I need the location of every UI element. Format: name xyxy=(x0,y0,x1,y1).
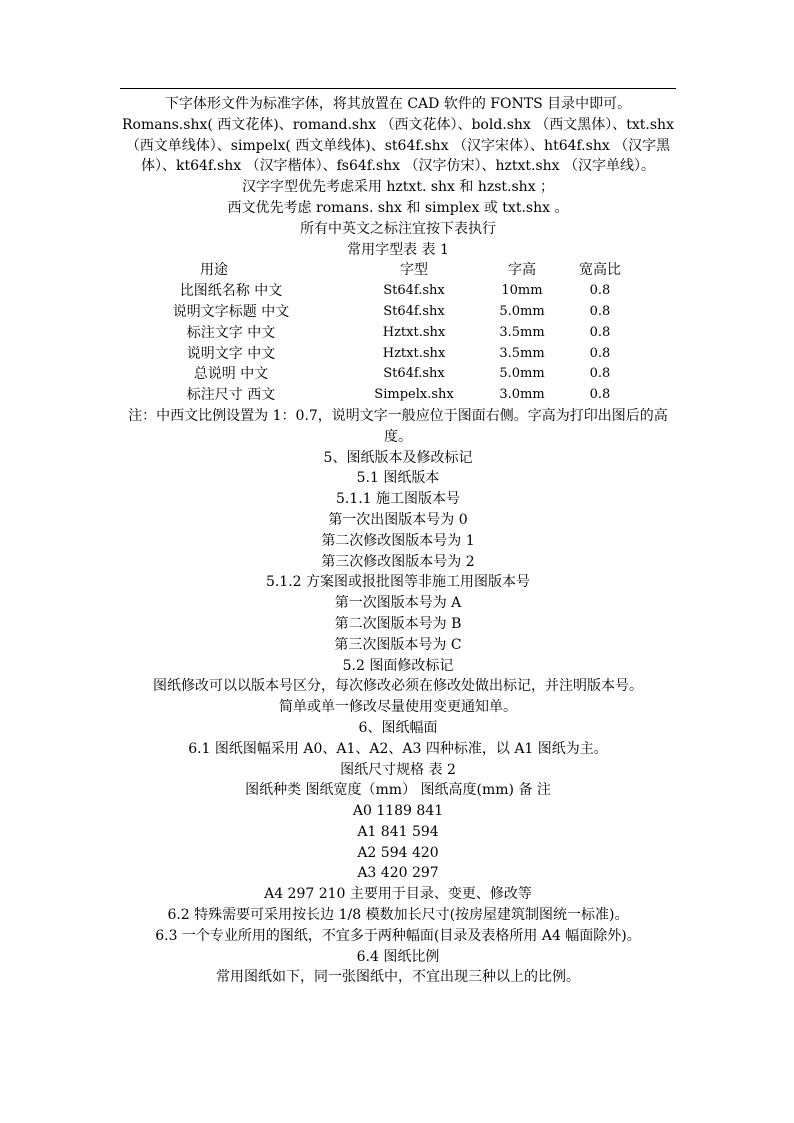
table-header-cell: 宽高比 xyxy=(579,262,621,279)
section-6-4-heading: 6.4 图纸比例 xyxy=(356,948,440,965)
table-header-cell: 字高 xyxy=(508,262,536,279)
table2-caption: 图纸尺寸规格 表 2 xyxy=(340,761,456,778)
table-cell: 标注尺寸 西文 xyxy=(186,387,276,404)
table-cell: 比图纸名称 中文 xyxy=(179,283,283,300)
version-line: 第三次修改图版本号为 2 xyxy=(321,553,475,570)
table-cell: 说明文字 中文 xyxy=(186,345,276,362)
table-cell: 标注文字 中文 xyxy=(186,324,276,341)
table-cell: 说明文字标题 中文 xyxy=(172,303,290,320)
table-cell: Hztxt.shx xyxy=(382,324,446,340)
table2-row: A3 420 297 xyxy=(357,865,439,882)
section-6-1-paragraph: 6.1 图纸图幅采用 A0、A1、A2、A3 四种标准，以 A1 图纸为主。 xyxy=(188,740,608,757)
table-cell: St64f.shx xyxy=(383,366,445,382)
table-row xyxy=(116,323,680,344)
section-5-2-heading: 5.2 图面修改标记 xyxy=(342,657,454,674)
table-row xyxy=(116,385,680,406)
western-font-preference: 西文优先考虑 romans. shx 和 simplex 或 txt.shx 。 xyxy=(227,199,569,216)
version-line: 第二次图版本号为 B xyxy=(334,615,462,632)
font-list-paragraph: Romans.shx( 西文花体)、romand.shx （西文花体）、bold.shx （西文黑体）、txt.shx （西文单线体）、simpelx( 西文单线体)、st64f.shx （汉字宋体）、ht64f.shx （汉字黑体）、kt64f.shx （汉字楷体）、fs64f.shx （汉字仿宋）、hztxt.shx （汉字单线）。 xyxy=(122,116,674,175)
chinese-font-preference: 汉字字型优先考虑采用 hztxt. shx 和 hzst.shx ； xyxy=(241,179,555,196)
table-cell: St64f.shx xyxy=(383,303,445,319)
table-header-cell: 字型 xyxy=(400,262,428,279)
table-cell: 总说明 中文 xyxy=(193,366,269,383)
modification-paragraph: 图纸修改可以以版本号区分，每次修改必须在修改处做出标记，并注明版本号。 xyxy=(153,678,643,695)
table1-caption: 常用字型表 表 1 xyxy=(347,241,449,258)
font-table xyxy=(116,260,680,406)
ratio-paragraph: 常用图纸如下，同一张图纸中，不宜出现三种以上的比例。 xyxy=(216,969,580,986)
table-cell: 0.8 xyxy=(589,324,611,340)
version-line: 第三次图版本号为 C xyxy=(334,636,462,653)
table-cell: Hztxt.shx xyxy=(382,345,446,361)
table-cell: 3.0mm xyxy=(499,387,545,403)
table-cell: 3.5mm xyxy=(499,324,545,340)
table-cell: 0.8 xyxy=(589,283,611,299)
table-row xyxy=(116,344,680,365)
version-line: 第一次出图版本号为 0 xyxy=(328,511,468,528)
intro-paragraph: 下字体形文件为标准字体，将其放置在 CAD 软件的 FONTS 目录中即可。 xyxy=(164,96,632,112)
version-line: 第一次图版本号为 A xyxy=(334,595,462,612)
change-notice-paragraph: 简单或单一修改尽量使用变更通知单。 xyxy=(279,699,517,716)
table-cell: 5.0mm xyxy=(499,366,545,382)
table-row xyxy=(116,364,680,385)
version-line: 第二次修改图版本号为 1 xyxy=(321,532,475,549)
table-cell: 0.8 xyxy=(589,387,611,403)
section-5-heading: 5、图纸版本及修改标记 xyxy=(323,449,473,466)
table2-row: A1 841 594 xyxy=(357,823,439,840)
table-cell: 5.0mm xyxy=(499,303,545,319)
section-6-2-paragraph: 6.2 特殊需要可采用按长边 1/8 模数加长尺寸(按房屋建筑制图统一标准)。 xyxy=(167,907,629,924)
header-rule xyxy=(120,88,676,89)
table-header-cell: 用途 xyxy=(200,262,228,279)
table-cell: St64f.shx xyxy=(383,283,445,299)
table-cell: 10mm xyxy=(501,283,543,299)
table2-row: A4 297 210 主要用于目录、变更、修改等 xyxy=(264,886,532,903)
section-6-heading: 6、图纸幅面 xyxy=(358,719,438,736)
table-cell: 0.8 xyxy=(589,366,611,382)
section-5-1-1-heading: 5.1.1 施工图版本号 xyxy=(335,491,461,508)
table-cell: 3.5mm xyxy=(499,345,545,361)
table1-note: 注：中西文比例设置为 1：0.7，说明文字一般应位于图面右侧。字高为打印出图后的高度。 xyxy=(128,407,668,445)
table-intro: 所有中英文之标注宜按下表执行 xyxy=(300,220,496,237)
table-cell: Simpelx.shx xyxy=(374,387,454,403)
table2-header: 图纸种类 图纸宽度（mm） 图纸高度(mm) 备 注 xyxy=(245,782,551,799)
table2-row: A2 594 420 xyxy=(357,844,439,861)
document-body xyxy=(116,94,680,988)
table-row xyxy=(116,281,680,302)
table-header-row xyxy=(116,260,680,281)
table-row xyxy=(116,302,680,323)
table-cell: 0.8 xyxy=(589,303,611,319)
table-cell: 0.8 xyxy=(589,345,611,361)
table2-row: A0 1189 841 xyxy=(352,803,444,820)
section-6-3-paragraph: 6.3 一个专业所用的图纸，不宜多于两种幅面(目录及表格所用 A4 幅面除外)。 xyxy=(155,927,641,944)
section-5-1-heading: 5.1 图纸版本 xyxy=(356,470,440,487)
section-5-1-2-heading: 5.1.2 方案图或报批图等非施工用图版本号 xyxy=(265,574,531,591)
